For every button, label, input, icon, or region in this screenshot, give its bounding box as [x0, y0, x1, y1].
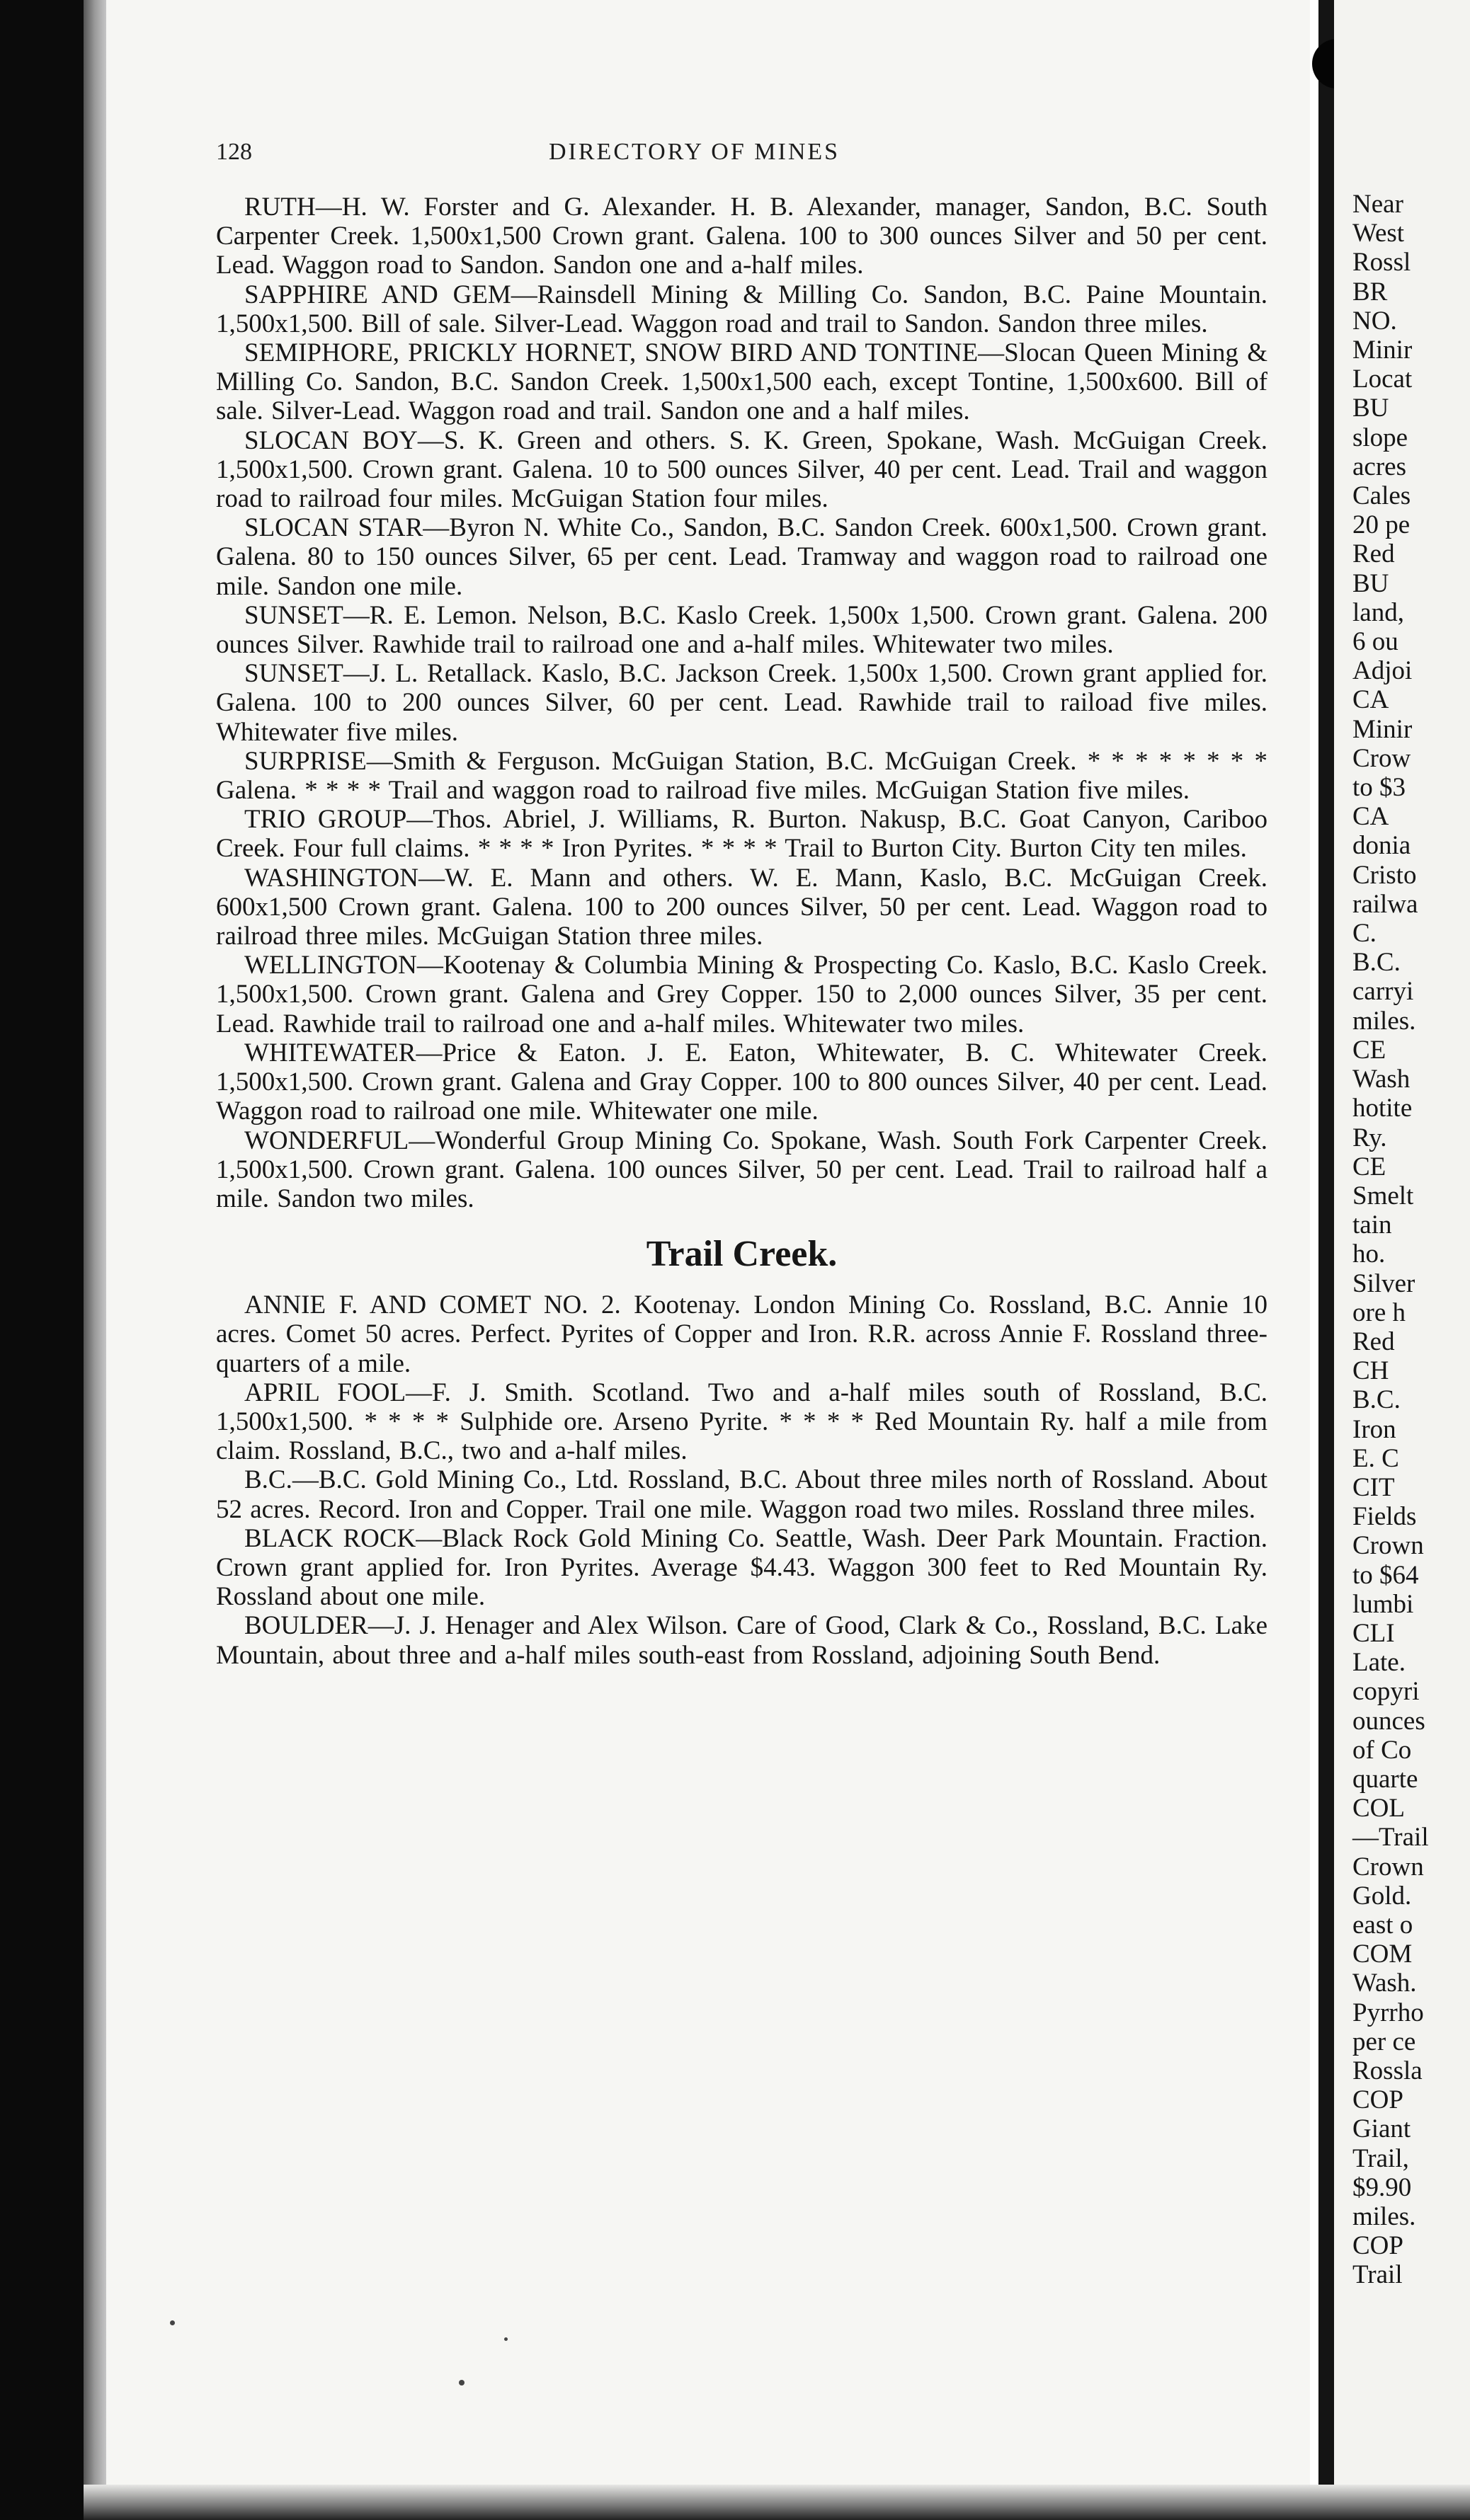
- mine-entry: SLOCAN BOY—S. K. Green and others. S. K. Green, Spokane, Wash. McGuigan Creek. 1,500x1,500. Crown grant. Galena. 10 to 500 ounces Silver, 40 per cent. Lead. Trail and waggon road to railroad four miles. McGuigan Station four miles.: [216, 425, 1267, 514]
- mine-entry: SEMIPHORE, PRICKLY HORNET, SNOW BIRD AND TONTINE—Slocan Queen Mining & Milling Co. Sandon, B.C. Sandon Creek. 1,500x1,500 each, except Tontine, 1,500x600. Bill of sale. Silver-Lead. Waggon road and trail. Sandon one and a half miles.: [216, 338, 1267, 426]
- mine-entry: APRIL FOOL—F. J. Smith. Scotland. Two and a-half miles south of Rossland, B.C. 1,500x1,500. * * * * Sulphide ore. Arseno Pyrite. * * * * Red Mountain Ry. half a mile from claim. Rossland, B.C., two and a-half miles.: [216, 1378, 1267, 1466]
- facing-page-fragment-line: 20 pe: [1352, 510, 1411, 540]
- facing-page-fragment-line: Rossl: [1352, 248, 1411, 277]
- scan-left-border: [0, 0, 84, 2520]
- facing-page-fragment-line: COL: [1352, 1794, 1405, 1823]
- book-gutter: [1318, 0, 1334, 2520]
- text-column: [216, 193, 1267, 1670]
- facing-page-fragment-line: B.C.: [1352, 948, 1401, 978]
- facing-page-fragment-line: Wash.: [1352, 1969, 1417, 1998]
- page-header-title: DIRECTORY OF MINES: [549, 139, 841, 165]
- facing-page-fragment-line: B.C.: [1352, 1385, 1401, 1415]
- paper-speck: [459, 2380, 465, 2386]
- mine-entry: WASHINGTON—W. E. Mann and others. W. E. Mann, Kaslo, B.C. McGuigan Creek. 600x1,500 Crown grant. Galena. 100 to 200 ounces Silver, 50 per cent. Lead. Waggon road to railroad three miles. McGuigan Station three miles.: [216, 863, 1267, 951]
- mine-entry: SAPPHIRE AND GEM—Rainsdell Mining & Milling Co. Sandon, B.C. Paine Mountain. 1,500x1,500. Bill of sale. Silver-Lead. Waggon road and trail to Sandon. Sandon three miles.: [216, 280, 1267, 338]
- facing-page-fragment-line: Ry.: [1352, 1123, 1387, 1152]
- facing-page-fragment: [1334, 0, 1470, 2520]
- facing-page-fragment-line: Minir: [1352, 336, 1413, 365]
- mine-entry: SURPRISE—Smith & Ferguson. McGuigan Station, B.C. McGuigan Creek. * * * * * * * * Galena. * * * * Trail and waggon road to railroad five miles. McGuigan Station five miles.: [216, 746, 1267, 806]
- mine-entry: WHITEWATER—Price & Eaton. J. E. Eaton, Whitewater, B. C. Whitewater Creek. 1,500x1,500. Crown grant. Galena and Gray Copper. 100 to 800 ounces Silver, 40 per cent. Lead. Waggon road to railroad one mile. Whitewater one mile.: [216, 1038, 1267, 1126]
- facing-page-fragment-line: E. C: [1352, 1443, 1399, 1473]
- facing-page-fragment-line: Locat: [1352, 365, 1413, 394]
- facing-page-fragment-line: Red: [1352, 539, 1395, 569]
- facing-page-fragment-line: to $64: [1352, 1560, 1419, 1590]
- facing-page-fragment-line: miles.: [1352, 1006, 1416, 1036]
- section-heading: Trail Creek.: [646, 1234, 838, 1275]
- facing-page-fragment-line: donia: [1352, 831, 1411, 861]
- facing-page-fragment-line: quarte: [1352, 1764, 1418, 1794]
- page-number: 128: [216, 139, 252, 165]
- facing-page-fragment-line: CE: [1352, 1035, 1386, 1065]
- facing-page-fragment-line: per ce: [1352, 2027, 1416, 2056]
- paper-speck: [504, 2337, 508, 2341]
- facing-page-fragment-line: COP: [1352, 2231, 1403, 2261]
- facing-page-fragment-line: NO.: [1352, 306, 1397, 336]
- facing-page-fragment-line: CIT: [1352, 1472, 1395, 1502]
- facing-page-fragment-line: Iron: [1352, 1414, 1396, 1444]
- facing-page-fragment-line: Cristo: [1352, 860, 1417, 890]
- facing-page-fragment-line: Crown: [1352, 1531, 1424, 1561]
- mine-entry: WONDERFUL—Wonderful Group Mining Co. Spokane, Wash. South Fork Carpenter Creek. 1,500x1,500. Crown grant. Galena. 100 ounces Silver, 50 per cent. Lead. Trail to railroad half a mile. Sandon two miles.: [216, 1126, 1267, 1213]
- facing-page-fragment-line: Trail,: [1352, 2143, 1409, 2173]
- facing-page-fragment-line: Silver: [1352, 1268, 1415, 1298]
- mine-entry: RUTH—H. W. Forster and G. Alexander. H. B. Alexander, manager, Sandon, B.C. South Carpenter Creek. 1,500x1,500 Crown grant. Galena. 100 to 300 ounces Silver and 50 per cent. Lead. Waggon road to Sandon. Sandon one and a-half miles.: [216, 193, 1267, 280]
- facing-page-fragment-line: Trail: [1352, 2260, 1403, 2290]
- facing-page-fragment-line: COP: [1352, 2085, 1403, 2115]
- mine-entry: ANNIE F. AND COMET NO. 2. Kootenay. London Mining Co. Rossland, B.C. Annie 10 acres. Comet 50 acres. Perfect. Pyrites of Copper and Iron. R.R. across Annie F. Rossland three-quarters of a mile.: [216, 1290, 1267, 1378]
- facing-page-fragment-line: COM: [1352, 1940, 1413, 1969]
- facing-page-fragment-line: of Co: [1352, 1735, 1412, 1765]
- facing-page-fragment-line: Wash: [1352, 1065, 1411, 1094]
- facing-page-fragment-line: ho.: [1352, 1239, 1386, 1269]
- facing-page-fragment-line: Giant: [1352, 2114, 1411, 2144]
- facing-page-fragment-line: miles.: [1352, 2202, 1416, 2232]
- facing-page-fragment-line: tain: [1352, 1210, 1392, 1240]
- facing-page-fragment-line: BR: [1352, 277, 1388, 307]
- facing-page-fragment-line: —Trail: [1352, 1823, 1429, 1852]
- facing-page-fragment-line: copyri: [1352, 1677, 1420, 1707]
- facing-page-fragment-line: Adjoi: [1352, 656, 1413, 686]
- facing-page-fragment-line: Pyrrho: [1352, 1998, 1424, 2027]
- facing-page-fragment-line: to $3: [1352, 773, 1406, 803]
- facing-page-fragment-line: BU: [1352, 568, 1389, 598]
- mine-entry: SUNSET—R. E. Lemon. Nelson, B.C. Kaslo Creek. 1,500x 1,500. Crown grant. Galena. 200 ounces Silver. Rawhide trail to railroad one and a-half miles. Whitewater two miles.: [216, 600, 1267, 660]
- facing-page-lines: [1334, 190, 1470, 2290]
- facing-page-fragment-line: Fields: [1352, 1502, 1417, 1532]
- mine-entry: WELLINGTON—Kootenay & Columbia Mining & Prospecting Co. Kaslo, B.C. Kaslo Creek. 1,500x1,500. Crown grant. Galena and Grey Copper. 150 to 2,000 ounces Silver, 35 per cent. Lead. Rawhide trail to railroad one and a-half miles. Whitewater two miles.: [216, 951, 1267, 1038]
- facing-page-fragment-line: 6 ou: [1352, 627, 1398, 657]
- facing-page-fragment-line: Crown: [1352, 1852, 1424, 1882]
- running-head: [216, 139, 1264, 173]
- mine-entry: BLACK ROCK—Black Rock Gold Mining Co. Seattle, Wash. Deer Park Mountain. Fraction. Crown grant applied for. Iron Pyrites. Average $4.43. Waggon 300 feet to Red Mountain Ry. Rossland about one mile.: [216, 1523, 1267, 1612]
- facing-page-fragment-line: railwa: [1352, 889, 1418, 919]
- facing-page-fragment-line: acres: [1352, 452, 1406, 481]
- facing-page-fragment-line: C.: [1352, 919, 1377, 949]
- facing-page-fragment-line: CE: [1352, 1152, 1386, 1181]
- facing-page-fragment-line: West: [1352, 219, 1405, 248]
- paper-speck: [170, 2320, 175, 2325]
- facing-page-fragment-line: Smelt: [1352, 1181, 1414, 1210]
- facing-page-fragment-line: ounces: [1352, 1706, 1425, 1736]
- facing-page-fragment-line: Gold.: [1352, 1881, 1412, 1911]
- facing-page-fragment-line: Minir: [1352, 714, 1413, 744]
- mine-entry: SLOCAN STAR—Byron N. White Co., Sandon, B.C. Sandon Creek. 600x1,500. Crown grant. Galena. 80 to 150 ounces Silver, 65 per cent. Lead. Tramway and waggon road to railroad one mile. Sandon one mile.: [216, 513, 1267, 601]
- facing-page-fragment-line: CH: [1352, 1356, 1389, 1386]
- facing-page-fragment-line: Crow: [1352, 743, 1411, 773]
- mine-entry: TRIO GROUP—Thos. Abriel, J. Williams, R. Burton. Nakusp, B.C. Goat Canyon, Cariboo Creek. Four full claims. * * * * Iron Pyrites. * * * * Trail to Burton City. Burton City ten miles.: [216, 805, 1267, 864]
- facing-page-fragment-line: Late.: [1352, 1648, 1406, 1678]
- facing-page-fragment-line: BU: [1352, 394, 1389, 423]
- facing-page-fragment-line: slope: [1352, 423, 1408, 452]
- facing-page-fragment-line: east o: [1352, 1910, 1413, 1940]
- facing-page-fragment-line: ore h: [1352, 1298, 1406, 1327]
- facing-page-fragment-line: Cales: [1352, 481, 1411, 511]
- facing-page-fragment-line: CA: [1352, 802, 1389, 832]
- facing-page-fragment-line: land,: [1352, 597, 1404, 627]
- facing-page-fragment-line: CA: [1352, 685, 1389, 715]
- facing-page-fragment-line: Red: [1352, 1327, 1395, 1356]
- mine-entry: BOULDER—J. J. Henager and Alex Wilson. Care of Good, Clark & Co., Rossland, B.C. Lake Mountain, about three and a-half miles south-east from Rossland, adjoining South Bend.: [216, 1611, 1267, 1670]
- facing-page-fragment-line: $9.90: [1352, 2172, 1412, 2202]
- scan-bottom-border: [84, 2485, 1470, 2520]
- facing-page-fragment-line: CLI: [1352, 1618, 1395, 1648]
- facing-page-fragment-line: Near: [1352, 190, 1403, 219]
- mine-entry: SUNSET—J. L. Retallack. Kaslo, B.C. Jackson Creek. 1,500x 1,500. Crown grant applied for. Galena. 100 to 200 ounces Silver, 60 per cent. Lead. Rawhide trail to raiload five miles. Whitewater five miles.: [216, 659, 1267, 747]
- facing-page-fragment-line: lumbi: [1352, 1589, 1414, 1619]
- facing-page-fragment-line: carryi: [1352, 977, 1414, 1007]
- mine-entry: B.C.—B.C. Gold Mining Co., Ltd. Rossland, B.C. About three miles north of Rossland. About 52 acres. Record. Iron and Copper. Trail one mile. Waggon road two miles. Rossland three miles.: [216, 1465, 1267, 1524]
- facing-page-fragment-line: hotite: [1352, 1094, 1413, 1123]
- facing-page-fragment-line: Rossla: [1352, 2056, 1423, 2085]
